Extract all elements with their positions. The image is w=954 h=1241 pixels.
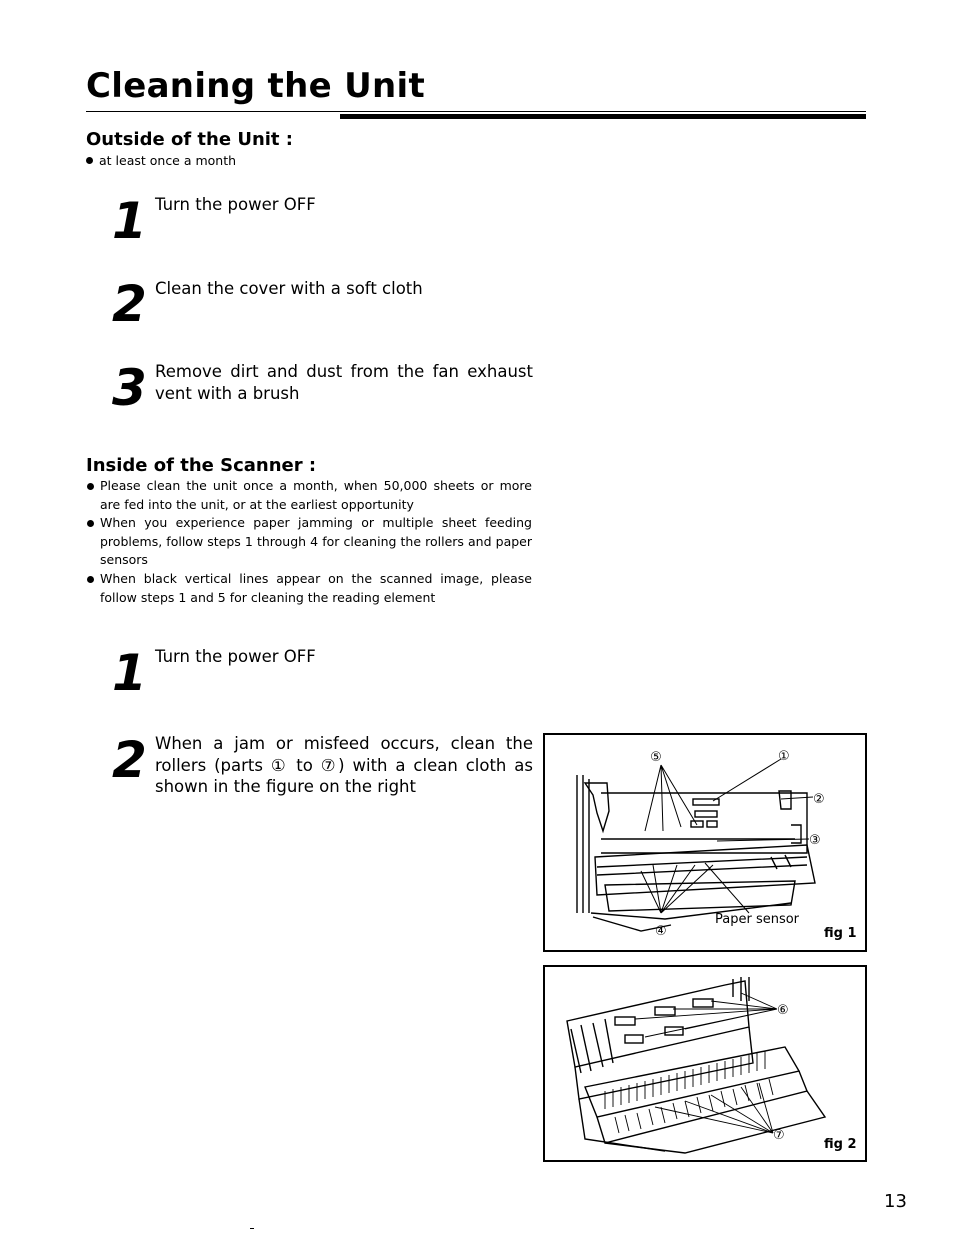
outside-heading: Outside of the Unit : <box>86 129 293 150</box>
figure-2 <box>543 965 867 1162</box>
fig2-callout-6: ⑥ <box>777 1003 789 1018</box>
title-rule-thick <box>340 114 866 119</box>
outside-step-3-number: 3 <box>112 359 147 417</box>
fig1-callout-1: ① <box>778 749 790 764</box>
inside-step-1-number: 1 <box>112 644 147 702</box>
outside-step-1-number: 1 <box>112 192 147 250</box>
fig1-callout-5: ⑤ <box>650 750 662 765</box>
stray-mark <box>250 1228 254 1229</box>
scanner-open-illustration <box>545 735 865 950</box>
fig2-callout-7: ⑦ <box>773 1128 785 1143</box>
fig1-callout-2: ② <box>813 792 825 807</box>
inside-bullet-item: When you experience paper jamming or multiple sheet feeding problems, follow steps 1 through 4 for cleaning the rollers and paper sensors <box>86 514 532 570</box>
rollers-illustration <box>545 967 865 1160</box>
inside-bullet-item: Please clean the unit once a month, when 50,000 sheets or more are fed into the unit, or at the earliest opportunity <box>86 477 532 514</box>
paper-sensor-label: Paper sensor <box>715 912 800 927</box>
inside-bullet-item: When black vertical lines appear on the scanned image, please follow steps 1 and 5 for cleaning the reading element <box>86 570 532 607</box>
bullet-dot <box>86 157 93 164</box>
inside-step-2-number: 2 <box>112 731 147 789</box>
fig2-label: fig 2 <box>824 1137 857 1152</box>
fig1-label: fig 1 <box>824 926 857 941</box>
inside-bullet-list <box>86 477 532 607</box>
fig1-callout-3: ③ <box>809 833 821 848</box>
title-rule-thin <box>86 111 866 112</box>
inside-heading: Inside of the Scanner : <box>86 455 317 476</box>
fig1-callout-4: ④ <box>655 924 667 939</box>
frequency-text: at least once a month <box>99 153 237 168</box>
inside-step-2-text: When a jam or misfeed occurs, clean the rollers (parts ① to ⑦) with a clean cloth as shown in the figure on the right <box>155 734 533 796</box>
outside-frequency <box>86 152 236 171</box>
outside-step-2-text: Clean the cover with a soft cloth <box>155 279 423 298</box>
outside-step-1-text: Turn the power OFF <box>155 195 316 214</box>
page-title: Cleaning the Unit <box>86 66 426 106</box>
outside-step-3-text: Remove dirt and dust from the fan exhaust vent with a brush <box>155 362 533 403</box>
outside-step-2-number: 2 <box>112 275 147 333</box>
page-number: 13 <box>884 1191 907 1212</box>
figure-1 <box>543 733 867 952</box>
inside-step-1-text: Turn the power OFF <box>155 647 316 666</box>
